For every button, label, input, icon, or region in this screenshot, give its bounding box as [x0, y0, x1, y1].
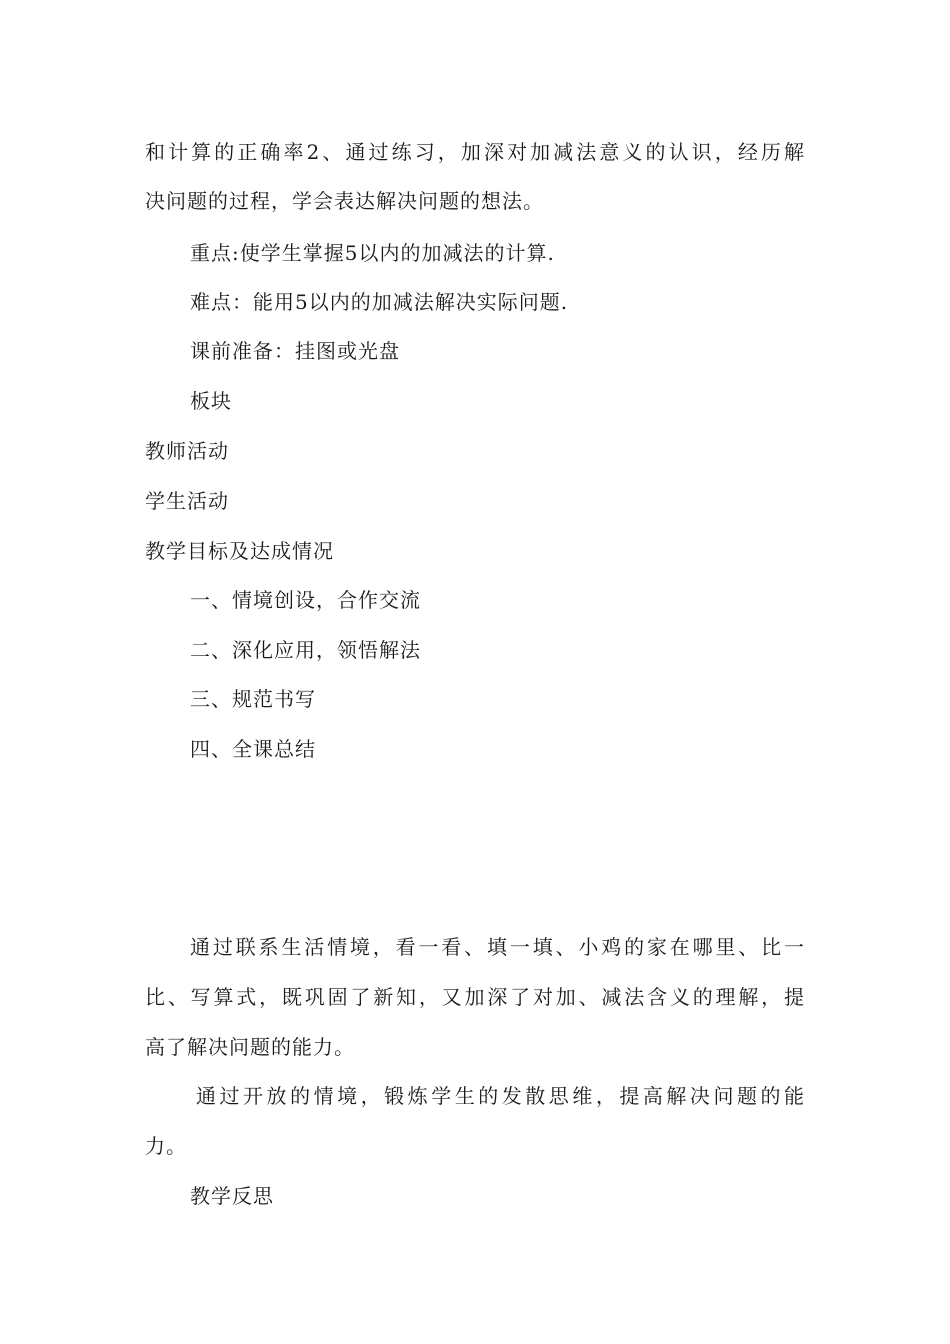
- table-header-block: 板块: [190, 389, 232, 413]
- section-item-2: 二、深化应用，领悟解法: [190, 638, 421, 662]
- goal-paragraph-2-line-2: 力。: [145, 1134, 187, 1158]
- teaching-reflection-heading: 教学反思: [190, 1184, 274, 1208]
- intro-paragraph-line-1: 和计算的正确率2、通过练习，加深对加减法意义的认识，经历解: [145, 140, 805, 164]
- key-point-text: 重点:使学生掌握5以内的加减法的计算.: [190, 241, 555, 265]
- section-item-1: 一、情境创设，合作交流: [190, 588, 421, 612]
- preparation-text: 课前准备：挂图或光盘: [190, 339, 400, 363]
- goal-paragraph-2-line-1: 通过开放的情境，锻炼学生的发散思维，提高解决问题的能: [196, 1084, 805, 1108]
- goal-paragraph-1-line-1: 通过联系生活情境，看一看、填一填、小鸡的家在哪里、比一: [190, 935, 805, 959]
- table-header-student-activity: 学生活动: [145, 489, 229, 513]
- section-item-4: 四、全课总结: [190, 737, 316, 761]
- goal-paragraph-1-line-3: 高了解决问题的能力。: [145, 1035, 355, 1059]
- intro-paragraph-line-2: 决问题的过程，学会表达解决问题的想法。: [145, 189, 544, 213]
- section-item-3: 三、规范书写: [190, 687, 316, 711]
- goal-paragraph-1-line-2: 比、写算式，既巩固了新知，又加深了对加、减法含义的理解，提: [145, 985, 805, 1009]
- difficulty-text: 难点：能用5以内的加减法解决实际问题.: [190, 290, 569, 314]
- table-header-teacher-activity: 教师活动: [145, 439, 229, 463]
- table-header-teaching-goals: 教学目标及达成情况: [145, 539, 334, 563]
